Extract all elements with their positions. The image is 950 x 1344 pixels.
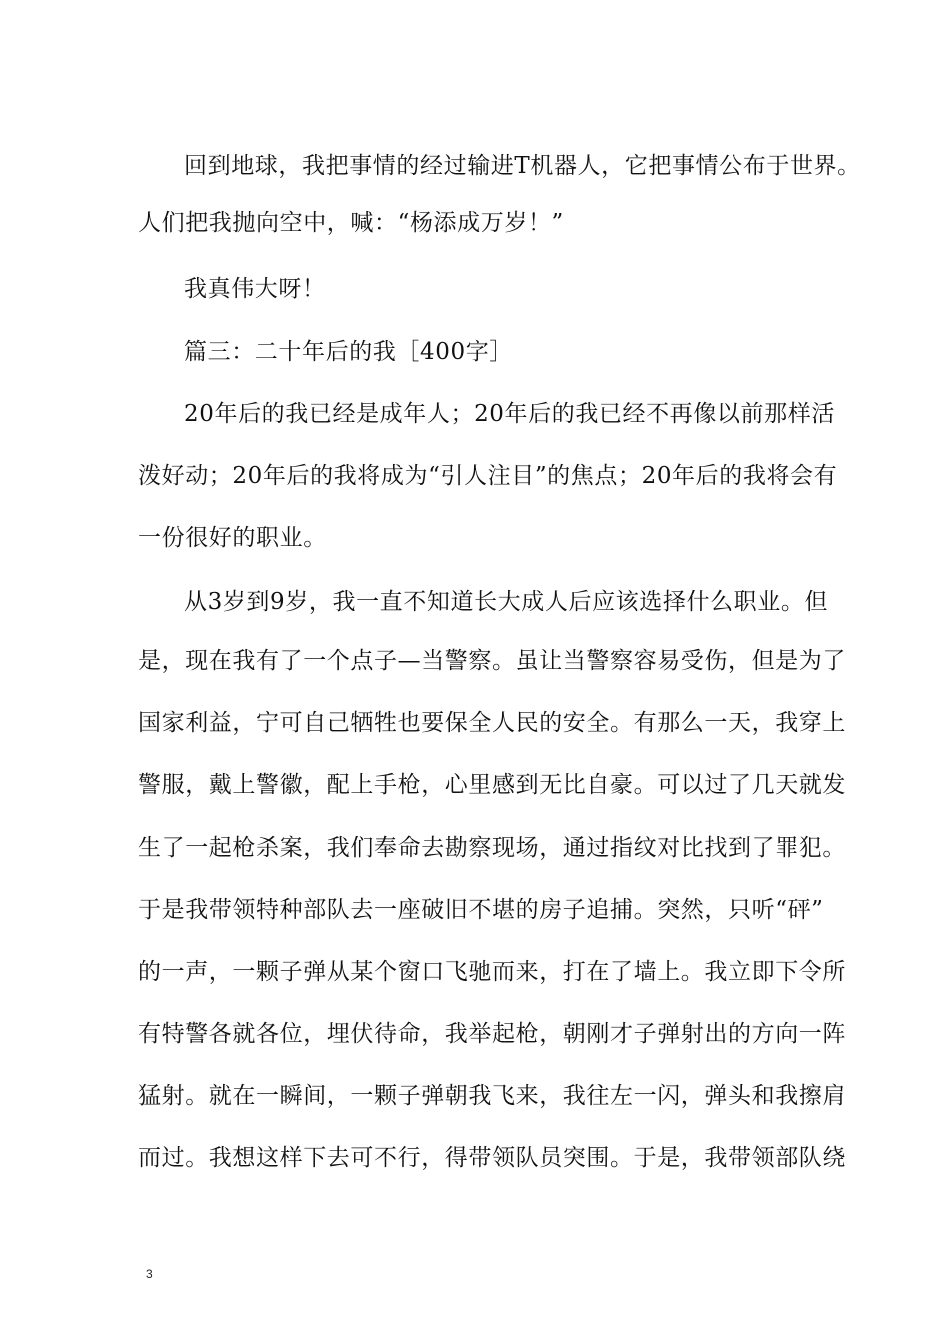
section-heading: 篇三：二十年后的我［400字］ — [184, 339, 513, 365]
page-number: 3 — [146, 1267, 153, 1281]
text-line: 人们把我抛向空中，喊：“杨添成万岁！” — [138, 210, 564, 236]
text-line: 一份很好的职业。 — [138, 525, 327, 551]
text-line: 而过。我想这样下去可不行，得带领队员突围。于是，我带领部队绕 — [138, 1145, 846, 1171]
text-line: 从3岁到9岁，我一直不知道长大成人后应该选择什么职业。但 — [184, 589, 829, 615]
text-line: 于是我带领特种部队去一座破旧不堪的房子追捕。突然，只听“砰” — [138, 897, 824, 923]
text-line: 回到地球，我把事情的经过输进T机器人，它把事情公布于世界。 — [184, 153, 861, 179]
text-line: 警服，戴上警徽，配上手枪，心里感到无比自豪。可以过了几天就发 — [138, 772, 846, 798]
text-line: 的一声，一颗子弹从某个窗口飞驰而来，打在了墙上。我立即下令所 — [138, 959, 846, 985]
text-line: 我真伟大呀！ — [184, 276, 326, 302]
text-line: 泼好动；20年后的我将成为“引人注目”的焦点；20年后的我将会有 — [138, 463, 838, 489]
text-line: 20年后的我已经是成年人；20年后的我已经不再像以前那样活 — [184, 401, 835, 427]
text-line: 有特警各就各位，埋伏待命，我举起枪，朝刚才子弹射出的方向一阵 — [138, 1021, 846, 1047]
text-line: 国家利益，宁可自己牺牲也要保全人民的安全。有那么一天，我穿上 — [138, 710, 846, 736]
text-line: 猛射。就在一瞬间，一颗子弹朝我飞来，我往左一闪，弹头和我擦肩 — [138, 1083, 846, 1109]
text-line: 是，现在我有了一个点子—当警察。虽让当警察容易受伤，但是为了 — [138, 648, 846, 674]
text-line: 生了一起枪杀案，我们奉命去勘察现场，通过指纹对比找到了罪犯。 — [138, 835, 846, 861]
